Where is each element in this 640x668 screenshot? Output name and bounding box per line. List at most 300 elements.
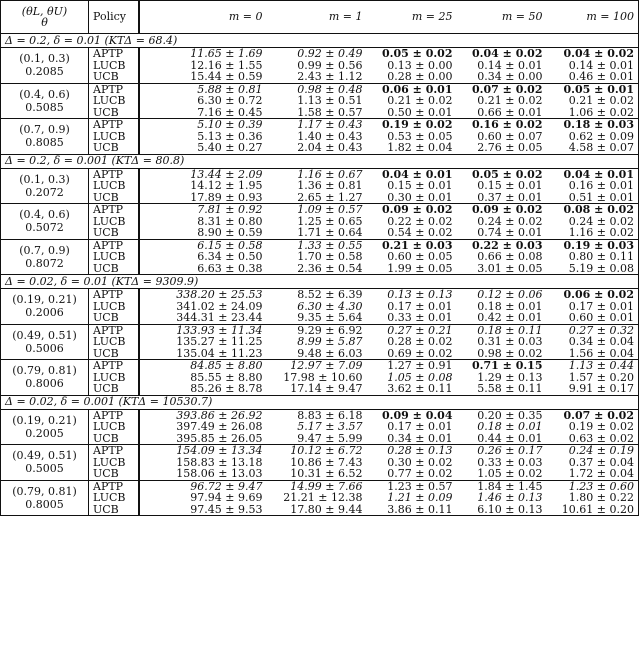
policy-cell: APTP — [89, 360, 139, 372]
policy-cell: UCB — [89, 107, 139, 119]
policy-cell: APTP — [89, 204, 139, 216]
value-cell: 0.18 ± 0.03 — [547, 119, 639, 131]
policy-cell: UCB — [89, 192, 139, 204]
value-cell: 10.61 ± 0.20 — [547, 504, 639, 516]
value-cell: 0.44 ± 0.01 — [477, 432, 543, 445]
value-cell: 5.17 ± 3.57 — [297, 421, 363, 433]
value-cell: 0.60 ± 0.07 — [477, 130, 543, 142]
value-cell: 5.10 ± 0.39 — [139, 119, 267, 131]
value-cell: 0.05 ± 0.02 — [382, 47, 453, 60]
value-cell: 0.19 ± 0.02 — [547, 421, 639, 433]
policy-cell: LUCB — [89, 492, 139, 504]
value-cell: 0.14 ± 0.01 — [547, 60, 639, 72]
table-row — [1, 312, 639, 324]
value-cell: 0.46 ± 0.01 — [547, 71, 639, 83]
value-cell: 0.24 ± 0.19 — [547, 445, 639, 457]
value-cell: 0.74 ± 0.01 — [477, 227, 543, 239]
value-cell: 0.28 ± 0.00 — [387, 71, 453, 83]
value-cell: 1.13 ± 0.51 — [297, 95, 363, 107]
table-row — [1, 301, 639, 313]
range-cell — [1, 409, 89, 445]
value-cell: 0.19 ± 0.02 — [367, 119, 457, 131]
value-cell: 0.04 ± 0.02 — [472, 47, 543, 60]
value-cell: 5.19 ± 0.08 — [547, 263, 639, 275]
value-cell: 0.24 ± 0.02 — [477, 215, 543, 227]
policy-cell: LUCB — [89, 131, 139, 143]
value-cell: 0.09 ± 0.02 — [367, 204, 457, 216]
range-value: (0.7, 0.9) — [19, 123, 70, 137]
value-cell: 1.05 ± 0.02 — [477, 468, 543, 480]
value-cell: 341.02 ± 24.09 — [176, 300, 263, 312]
value-cell: 97.94 ± 9.69 — [190, 492, 263, 504]
value-cell: 0.60 ± 0.05 — [387, 251, 453, 263]
policy-cell: APTP — [89, 48, 139, 60]
theta-value: 0.2072 — [25, 185, 64, 199]
value-cell: 0.31 ± 0.03 — [477, 336, 543, 348]
range-cell — [1, 360, 89, 396]
policy-cell: UCB — [89, 71, 139, 83]
value-cell: 0.05 ± 0.01 — [547, 83, 639, 95]
value-cell: 0.04 ± 0.01 — [547, 168, 639, 180]
range-value: (0.1, 0.3) — [19, 52, 70, 66]
value-cell: 6.30 ± 4.30 — [297, 300, 363, 312]
value-cell: 0.51 ± 0.01 — [547, 192, 639, 204]
policy-cell: LUCB — [89, 216, 139, 228]
policy-cell: APTP — [89, 83, 139, 95]
value-cell: 395.85 ± 26.05 — [176, 432, 263, 445]
value-cell: 0.17 ± 0.01 — [547, 301, 639, 313]
value-cell: 0.34 ± 0.04 — [547, 336, 639, 348]
table-row — [1, 71, 639, 83]
value-cell: 8.83 ± 6.18 — [297, 409, 363, 421]
table-row — [1, 336, 639, 348]
range-cell — [1, 168, 89, 204]
value-cell: 0.50 ± 0.01 — [387, 106, 453, 119]
table-row — [1, 468, 639, 480]
value-cell: 7.16 ± 0.45 — [197, 106, 263, 119]
value-cell: 10.12 ± 6.72 — [267, 445, 367, 457]
table-row — [1, 119, 639, 131]
value-cell: 12.16 ± 1.55 — [190, 59, 263, 71]
value-cell: 12.97 ± 7.09 — [267, 360, 367, 372]
value-cell: 6.15 ± 0.58 — [139, 239, 267, 251]
value-cell: 0.37 ± 0.04 — [547, 457, 639, 469]
value-cell: 5.88 ± 0.81 — [139, 83, 267, 95]
value-cell: 0.66 ± 0.01 — [477, 106, 543, 119]
policy-cell: LUCB — [89, 457, 139, 469]
theta-value: 0.2005 — [25, 426, 64, 440]
value-cell: 0.30 ± 0.02 — [387, 456, 453, 468]
value-cell: 0.16 ± 0.02 — [457, 119, 547, 131]
value-cell: 21.21 ± 12.38 — [283, 492, 363, 504]
value-cell: 1.80 ± 0.22 — [547, 492, 639, 504]
value-cell: 0.13 ± 0.13 — [387, 288, 453, 301]
policy-cell: UCB — [89, 433, 139, 445]
table-row — [1, 383, 639, 395]
policy-cell: APTP — [89, 119, 139, 131]
table-row — [1, 251, 639, 263]
policy-cell: UCB — [89, 142, 139, 154]
table-row — [1, 48, 639, 60]
value-cell: 0.17 ± 0.01 — [387, 421, 453, 433]
policy-cell: APTP — [89, 168, 139, 180]
policy-cell: UCB — [89, 227, 139, 239]
value-cell: 5.40 ± 0.27 — [197, 142, 263, 154]
policy-cell: UCB — [89, 468, 139, 480]
value-cell: 1.40 ± 0.43 — [297, 130, 363, 142]
value-cell: 0.27 ± 0.32 — [547, 324, 639, 336]
setting-row — [1, 34, 639, 48]
value-cell: 2.04 ± 0.43 — [297, 142, 363, 154]
value-cell: 4.58 ± 0.07 — [547, 142, 639, 154]
value-cell: 15.44 ± 0.59 — [190, 71, 263, 83]
value-cell: 0.07 ± 0.02 — [457, 83, 547, 95]
value-cell: 5.13 ± 0.36 — [197, 130, 263, 142]
value-cell: 1.84 ± 1.45 — [457, 480, 547, 492]
table-row — [1, 107, 639, 119]
value-cell: 84.85 ± 8.80 — [139, 360, 267, 372]
policy-cell: LUCB — [89, 60, 139, 72]
range-value: (0.49, 0.51) — [12, 328, 77, 342]
value-cell: 17.89 ± 0.93 — [190, 191, 263, 204]
value-cell: 1.06 ± 0.02 — [547, 107, 639, 119]
theta-value: 0.5006 — [25, 341, 64, 355]
value-cell: 0.15 ± 0.01 — [477, 180, 543, 192]
value-cell: 97.45 ± 9.53 — [190, 503, 263, 516]
value-cell: 0.21 ± 0.02 — [387, 95, 453, 107]
value-cell: 6.63 ± 0.38 — [197, 262, 263, 275]
table-row — [1, 445, 639, 457]
table-row — [1, 192, 639, 204]
value-cell: 135.27 ± 11.25 — [176, 336, 263, 348]
value-cell: 158.06 ± 13.03 — [176, 468, 263, 480]
table-row — [1, 263, 639, 275]
policy-cell: UCB — [89, 263, 139, 275]
value-cell: 0.53 ± 0.05 — [387, 130, 453, 142]
value-cell: 0.33 ± 0.01 — [387, 312, 453, 324]
value-cell: 135.04 ± 11.23 — [176, 347, 263, 360]
value-cell: 0.77 ± 0.02 — [387, 468, 453, 480]
table-row — [1, 239, 639, 251]
value-cell: 0.66 ± 0.08 — [477, 251, 543, 263]
table-row — [1, 180, 639, 192]
value-cell: 0.60 ± 0.01 — [547, 312, 639, 324]
value-cell: 133.93 ± 11.34 — [139, 324, 267, 336]
value-cell: 1.21 ± 0.09 — [387, 492, 453, 504]
table-row — [1, 142, 639, 154]
range-cell — [1, 119, 89, 155]
value-cell: 1.16 ± 0.02 — [547, 227, 639, 239]
value-cell: 1.09 ± 0.57 — [267, 204, 367, 216]
value-cell: 0.34 ± 0.01 — [387, 432, 453, 445]
value-cell: 0.18 ± 0.01 — [477, 421, 543, 433]
value-cell: 8.52 ± 6.39 — [297, 288, 363, 301]
table-row — [1, 83, 639, 95]
value-cell: 0.14 ± 0.01 — [477, 59, 543, 71]
value-cell: 0.24 ± 0.02 — [547, 216, 639, 228]
range-value: (0.79, 0.81) — [12, 364, 77, 378]
header-policy: Policy — [89, 1, 139, 34]
range-cell — [1, 83, 89, 119]
policy-cell: LUCB — [89, 336, 139, 348]
value-cell: 1.33 ± 0.55 — [267, 239, 367, 251]
value-cell: 1.36 ± 0.81 — [297, 180, 363, 192]
value-cell: 1.23 ± 0.57 — [367, 480, 457, 492]
table-row — [1, 409, 639, 421]
value-cell: 13.44 ± 2.09 — [190, 168, 263, 180]
table-row — [1, 168, 639, 180]
value-cell: 1.82 ± 0.04 — [387, 142, 453, 154]
range-value: (0.1, 0.3) — [19, 172, 70, 186]
range-cell — [1, 204, 89, 240]
range-value: (0.49, 0.51) — [12, 449, 77, 463]
setting-label: Δ = 0.02, δ = 0.01 (KTΔ = 9309.9) — [1, 275, 639, 289]
value-cell: 2.65 ± 1.27 — [297, 191, 363, 204]
value-cell: 0.80 ± 0.11 — [547, 251, 639, 263]
policy-cell: LUCB — [89, 421, 139, 433]
value-cell: 0.04 ± 0.01 — [382, 168, 453, 180]
value-cell: 0.92 ± 0.49 — [297, 47, 363, 60]
value-cell: 11.65 ± 1.69 — [190, 47, 263, 60]
results-body — [1, 34, 639, 516]
table-row — [1, 421, 639, 433]
value-cell: 6.34 ± 0.50 — [197, 251, 263, 263]
range-cell — [1, 480, 89, 516]
value-cell: 0.28 ± 0.02 — [387, 336, 453, 348]
table-row — [1, 227, 639, 239]
value-cell: 1.58 ± 0.57 — [297, 106, 363, 119]
table-row — [1, 348, 639, 360]
value-cell: 0.08 ± 0.02 — [547, 204, 639, 216]
theta-value: 0.5085 — [25, 100, 64, 114]
range-value: (0.7, 0.9) — [19, 243, 70, 257]
header-col-3: m = 50 — [457, 1, 547, 34]
value-cell: 0.21 ± 0.02 — [477, 95, 543, 107]
value-cell: 0.17 ± 0.01 — [387, 300, 453, 312]
value-cell: 0.98 ± 0.02 — [477, 347, 543, 360]
value-cell: 0.12 ± 0.06 — [477, 288, 543, 301]
value-cell: 85.55 ± 8.80 — [190, 371, 263, 383]
table-row — [1, 216, 639, 228]
value-cell: 1.29 ± 0.13 — [477, 371, 543, 383]
value-cell: 1.46 ± 0.13 — [477, 492, 543, 504]
table-row — [1, 360, 639, 372]
policy-cell: APTP — [89, 480, 139, 492]
value-cell: 344.31 ± 23.44 — [176, 312, 263, 324]
value-cell: 0.05 ± 0.02 — [472, 168, 543, 180]
value-cell: 9.48 ± 6.03 — [297, 347, 363, 360]
value-cell: 0.62 ± 0.09 — [547, 131, 639, 143]
table-row — [1, 95, 639, 107]
value-cell: 9.29 ± 6.92 — [267, 324, 367, 336]
value-cell: 154.09 ± 13.34 — [139, 445, 267, 457]
theta-value: 0.8006 — [25, 377, 64, 391]
theta-value: 0.8085 — [25, 136, 64, 150]
theta-value: 0.5072 — [25, 221, 64, 235]
value-cell: 3.86 ± 0.11 — [387, 503, 453, 516]
range-cell — [1, 324, 89, 360]
value-cell: 8.90 ± 0.59 — [197, 227, 263, 239]
value-cell: 1.16 ± 0.67 — [297, 168, 363, 180]
value-cell: 0.15 ± 0.01 — [387, 180, 453, 192]
policy-cell: LUCB — [89, 251, 139, 263]
header-range-line2: θ — [41, 16, 48, 29]
value-cell: 0.71 ± 0.15 — [457, 360, 547, 372]
value-cell: 3.62 ± 0.11 — [387, 383, 453, 395]
setting-label: Δ = 0.2, δ = 0.01 (KTΔ = 68.4) — [1, 34, 639, 48]
value-cell: 0.69 ± 0.02 — [387, 347, 453, 360]
value-cell: 0.37 ± 0.01 — [477, 191, 543, 204]
header-range-line1: (θL, θU) — [21, 4, 68, 18]
value-cell: 14.12 ± 1.95 — [190, 180, 263, 192]
value-cell: 3.01 ± 0.05 — [477, 262, 543, 275]
value-cell: 0.99 ± 0.56 — [297, 59, 363, 71]
range-cell — [1, 289, 89, 325]
value-cell: 7.81 ± 0.92 — [139, 204, 267, 216]
value-cell: 0.18 ± 0.11 — [457, 324, 547, 336]
table-row — [1, 457, 639, 469]
table-row — [1, 204, 639, 216]
theta-value: 0.2006 — [25, 306, 64, 320]
range-cell — [1, 48, 89, 84]
value-cell: 1.05 ± 0.08 — [387, 371, 453, 383]
value-cell: 0.13 ± 0.00 — [387, 59, 453, 71]
value-cell: 0.09 ± 0.02 — [457, 204, 547, 216]
header-col-0: m = 0 — [139, 1, 267, 34]
value-cell: 1.23 ± 0.60 — [547, 480, 639, 492]
policy-cell: LUCB — [89, 301, 139, 313]
value-cell: 2.43 ± 1.12 — [297, 71, 363, 83]
value-cell: 8.99 ± 5.87 — [297, 336, 363, 348]
header-col-2: m = 25 — [367, 1, 457, 34]
value-cell: 9.35 ± 5.64 — [297, 312, 363, 324]
value-cell: 14.99 ± 7.66 — [267, 480, 367, 492]
table-row — [1, 492, 639, 504]
table-row — [1, 504, 639, 516]
value-cell: 9.47 ± 5.99 — [297, 432, 363, 445]
policy-cell: UCB — [89, 348, 139, 360]
header-col-1: m = 1 — [267, 1, 367, 34]
value-cell: 2.36 ± 0.54 — [297, 262, 363, 275]
value-cell: 397.49 ± 26.08 — [176, 421, 263, 433]
value-cell: 0.16 ± 0.01 — [547, 180, 639, 192]
value-cell: 10.86 ± 7.43 — [290, 456, 363, 468]
setting-row — [1, 154, 639, 168]
table-row — [1, 480, 639, 492]
value-cell: 6.10 ± 0.13 — [477, 503, 543, 516]
policy-cell: UCB — [89, 312, 139, 324]
value-cell: 2.76 ± 0.05 — [477, 142, 543, 154]
policy-cell: APTP — [89, 239, 139, 251]
value-cell: 0.07 ± 0.02 — [547, 409, 639, 421]
table-row — [1, 131, 639, 143]
value-cell: 1.13 ± 0.44 — [547, 360, 639, 372]
policy-cell: APTP — [89, 409, 139, 421]
value-cell: 1.25 ± 0.65 — [297, 215, 363, 227]
range-value: (0.4, 0.6) — [19, 87, 70, 101]
header-range — [1, 1, 89, 34]
value-cell: 0.09 ± 0.04 — [382, 409, 453, 421]
value-cell: 1.27 ± 0.91 — [367, 360, 457, 372]
theta-value: 0.8072 — [25, 256, 64, 270]
value-cell: 85.26 ± 8.78 — [190, 383, 263, 395]
value-cell: 1.72 ± 0.04 — [547, 468, 639, 480]
setting-row — [1, 275, 639, 289]
value-cell: 0.34 ± 0.00 — [477, 71, 543, 83]
value-cell: 0.98 ± 0.48 — [267, 83, 367, 95]
header-row — [1, 1, 639, 34]
setting-label: Δ = 0.2, δ = 0.001 (KTΔ = 80.8) — [1, 154, 639, 168]
table-row — [1, 372, 639, 384]
value-cell: 8.31 ± 0.80 — [197, 215, 263, 227]
value-cell: 96.72 ± 9.47 — [139, 480, 267, 492]
range-value: (0.79, 0.81) — [12, 484, 77, 498]
table-row — [1, 289, 639, 301]
theta-value: 0.2085 — [25, 65, 64, 79]
value-cell: 1.70 ± 0.58 — [297, 251, 363, 263]
value-cell: 5.58 ± 0.11 — [477, 383, 543, 395]
value-cell: 6.30 ± 0.72 — [197, 95, 263, 107]
table-row — [1, 433, 639, 445]
value-cell: 17.98 ± 10.60 — [283, 371, 363, 383]
value-cell: 0.28 ± 0.13 — [367, 445, 457, 457]
theta-value: 0.5005 — [25, 462, 64, 476]
value-cell: 0.06 ± 0.02 — [547, 289, 639, 301]
value-cell: 0.19 ± 0.03 — [547, 239, 639, 251]
value-cell: 0.30 ± 0.01 — [387, 191, 453, 204]
value-cell: 1.56 ± 0.04 — [547, 348, 639, 360]
value-cell: 0.54 ± 0.02 — [387, 227, 453, 239]
value-cell: 158.83 ± 13.18 — [176, 456, 263, 468]
value-cell: 0.20 ± 0.35 — [477, 409, 543, 421]
table-row — [1, 60, 639, 72]
value-cell: 1.17 ± 0.43 — [267, 119, 367, 131]
range-cell — [1, 445, 89, 481]
policy-cell: LUCB — [89, 95, 139, 107]
setting-label: Δ = 0.02, δ = 0.001 (KTΔ = 10530.7) — [1, 395, 639, 409]
value-cell: 10.31 ± 6.52 — [290, 468, 363, 480]
value-cell: 0.18 ± 0.01 — [477, 300, 543, 312]
value-cell: 0.22 ± 0.02 — [387, 215, 453, 227]
value-cell: 1.57 ± 0.20 — [547, 372, 639, 384]
table-row — [1, 324, 639, 336]
policy-cell: UCB — [89, 504, 139, 516]
value-cell: 1.71 ± 0.64 — [297, 227, 363, 239]
value-cell: 1.99 ± 0.05 — [387, 262, 453, 275]
value-cell: 338.20 ± 25.53 — [176, 288, 263, 301]
range-value: (0.19, 0.21) — [12, 413, 77, 427]
policy-cell: APTP — [89, 324, 139, 336]
theta-value: 0.8005 — [25, 497, 64, 511]
value-cell: 0.22 ± 0.03 — [457, 239, 547, 251]
value-cell: 393.86 ± 26.92 — [176, 409, 263, 421]
value-cell: 0.21 ± 0.02 — [547, 95, 639, 107]
value-cell: 0.21 ± 0.03 — [367, 239, 457, 251]
range-value: (0.19, 0.21) — [12, 293, 77, 307]
value-cell: 0.63 ± 0.02 — [547, 433, 639, 445]
value-cell: 9.91 ± 0.17 — [547, 383, 639, 395]
header-col-4: m = 100 — [547, 1, 639, 34]
policy-cell: LUCB — [89, 372, 139, 384]
policy-cell: UCB — [89, 383, 139, 395]
policy-cell: APTP — [89, 445, 139, 457]
range-cell — [1, 239, 89, 275]
range-value: (0.4, 0.6) — [19, 208, 70, 222]
value-cell: 0.33 ± 0.03 — [477, 456, 543, 468]
value-cell: 0.06 ± 0.01 — [367, 83, 457, 95]
value-cell: 17.14 ± 9.47 — [290, 383, 363, 395]
value-cell: 0.42 ± 0.01 — [477, 312, 543, 324]
